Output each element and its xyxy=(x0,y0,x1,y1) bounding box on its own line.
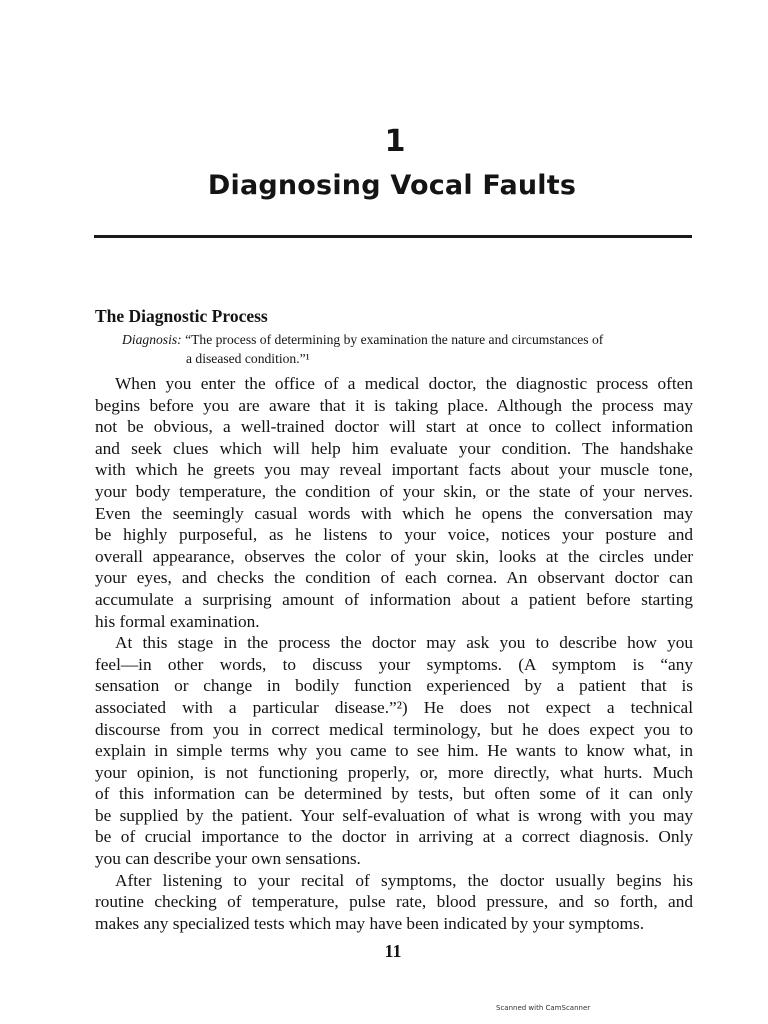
paragraph xyxy=(95,870,693,935)
text-line: you can describe your own sensations. xyxy=(95,849,361,869)
section-heading: The Diagnostic Process xyxy=(95,306,268,326)
text-line: be highly purposeful, as he listens to your voice, notices your posture and xyxy=(95,525,693,545)
text-line: sensation or change in bodily function experienced by a patient that is xyxy=(95,676,693,696)
text-line: his formal examination. xyxy=(95,611,260,631)
text-line: be of crucial importance to the doctor in arriving at a correct diagnosis. Only xyxy=(95,827,693,847)
epigraph-term: Diagnosis: xyxy=(122,332,182,347)
text-line: At this stage in the process the doctor may ask you to describe how you xyxy=(115,633,693,653)
text-line: with which he greets you may reveal important facts about your muscle tone, xyxy=(95,460,693,480)
epigraph-line-1 xyxy=(122,330,682,349)
paragraph xyxy=(95,373,693,632)
text-line: Even the seemingly casual words with which he opens the conversation may xyxy=(95,503,693,523)
text-line: routine checking of temperature, pulse rate, blood pressure, and so forth, and xyxy=(95,892,693,912)
text-line: not be obvious, a well-trained doctor will start at once to collect information xyxy=(95,417,693,437)
text-line: and seek clues which will help him evaluate your condition. The handshake xyxy=(95,438,693,458)
text-line: feel—in other words, to discuss your symptoms. (A symptom is “any xyxy=(95,654,693,674)
text-line: of this information can be determined by tests, but often some of it can only xyxy=(95,784,693,804)
text-line: begins before you are aware that it is taking place. Although the process may xyxy=(95,395,693,415)
text-line: discourse from you in correct medical terminology, but he does expect you to xyxy=(95,719,693,739)
text-line: overall appearance, observes the color of your skin, looks at the circles under xyxy=(95,546,693,566)
epigraph-text-1: “The process of determining by examination the nature and circumstances of xyxy=(181,332,604,347)
chapter-number: 1 xyxy=(384,124,406,159)
text-line: When you enter the office of a medical doctor, the diagnostic process often xyxy=(115,374,693,393)
page-number: 11 xyxy=(384,941,402,961)
epigraph xyxy=(122,330,682,368)
paragraph xyxy=(95,632,693,870)
text-line: accumulate a surprising amount of information about a patient before starting xyxy=(95,589,693,609)
title-divider xyxy=(94,235,692,238)
text-line: your opinion, is not functioning properly, or, more directly, what hurts. Much xyxy=(95,762,693,782)
epigraph-line-2: a diseased condition.”¹ xyxy=(186,351,310,366)
text-line: After listening to your recital of symptoms, the doctor usually begins his xyxy=(115,870,693,890)
text-line: be supplied by the patient. Your self-evaluation of what is wrong with you may xyxy=(95,805,693,825)
scanner-watermark: Scanned with CamScanner xyxy=(496,1004,591,1012)
text-line: your eyes, and checks the condition of each cornea. An observant doctor can xyxy=(95,568,693,588)
text-line: your body temperature, the condition of your skin, or the state of your nerves. xyxy=(95,481,693,501)
body-text xyxy=(95,373,693,934)
text-line: associated with a particular disease.”²) He does not expect a technical xyxy=(95,697,693,717)
text-line: makes any specialized tests which may have been indicated by your symptoms. xyxy=(95,913,645,933)
text-line: explain in simple terms why you came to see him. He wants to know what, in xyxy=(95,741,693,761)
chapter-title: Diagnosing Vocal Faults xyxy=(207,170,577,201)
